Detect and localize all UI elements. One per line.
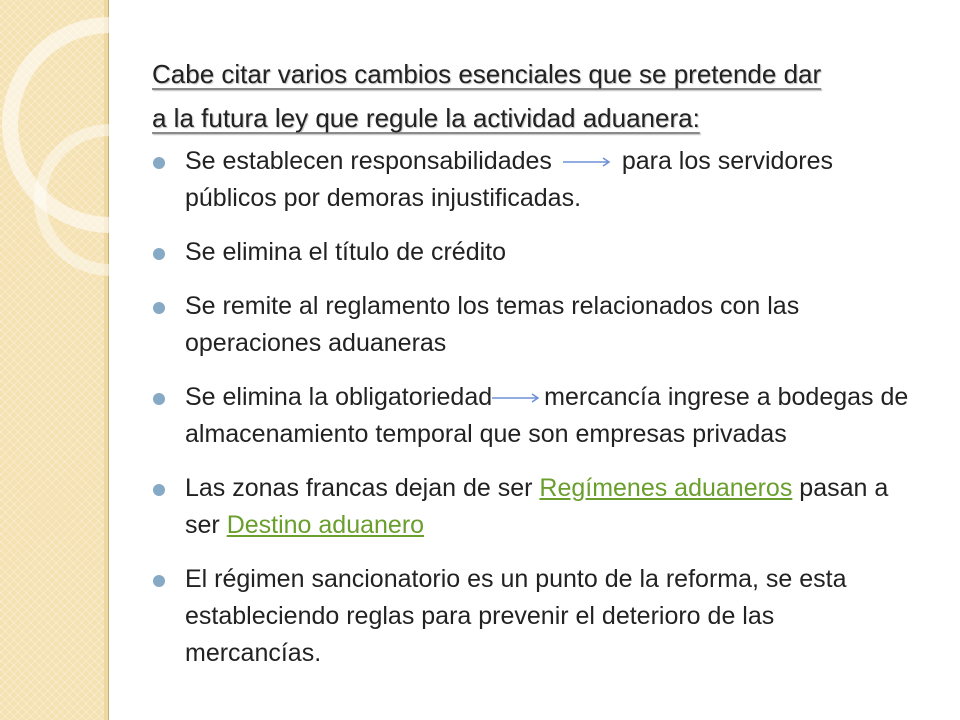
bullet-dot [153, 248, 165, 260]
bullet-dot [153, 484, 165, 496]
bullet-text-after: mercancía ingrese a bodegas de almacenamiento temporal que son empresas privadas [185, 383, 909, 448]
bullet-dot [153, 302, 165, 314]
bullet-item-titulo-credito [152, 234, 912, 271]
bullet-text: El régimen sancionatorio es un punto de la reforma, se esta estableciendo reglas para prevenir el deterioro de las mercancías. [185, 565, 847, 667]
bullet-text-before: Las zonas francas dejan de ser [185, 474, 540, 502]
link-regimenes-aduaneros[interactable]: Regímenes aduaneros [539, 474, 793, 502]
bullet-item-responsabilidades [152, 143, 912, 217]
right-arrow-icon [559, 151, 615, 173]
bullet-dot [153, 393, 165, 405]
bullet-item-obligatoriedad [152, 379, 912, 453]
bullet-text-before: Se establecen responsabilidades [185, 147, 552, 175]
bullet-text: Se remite al reglamento los temas relacionados con las operaciones aduaneras [185, 292, 800, 357]
bullet-dot [153, 575, 165, 587]
slide-heading-line-1: Cabe citar varios cambios esenciales que se pretende dar [152, 59, 822, 89]
bullet-item-zonas-francas [152, 470, 912, 544]
bullet-text-middle: pasan a ser [185, 474, 889, 539]
bullet-text-before: Se elimina la obligatoriedad [185, 383, 493, 411]
bullet-text-after: para los servidores públicos por demoras injustificadas. [185, 147, 834, 212]
slide-heading-line-2: a la futura ley que regule la actividad aduanera: [152, 103, 700, 133]
link-destino-aduanero[interactable]: Destino aduanero [226, 511, 425, 539]
bullet-list [152, 143, 912, 672]
bullet-text: Se elimina el título de crédito [185, 238, 507, 266]
bullet-dot [153, 157, 165, 169]
bullet-item-reglamento [152, 288, 912, 362]
slide-content [152, 52, 912, 689]
right-arrow-icon [492, 387, 544, 409]
bullet-item-regimen-sancionatorio [152, 561, 912, 672]
